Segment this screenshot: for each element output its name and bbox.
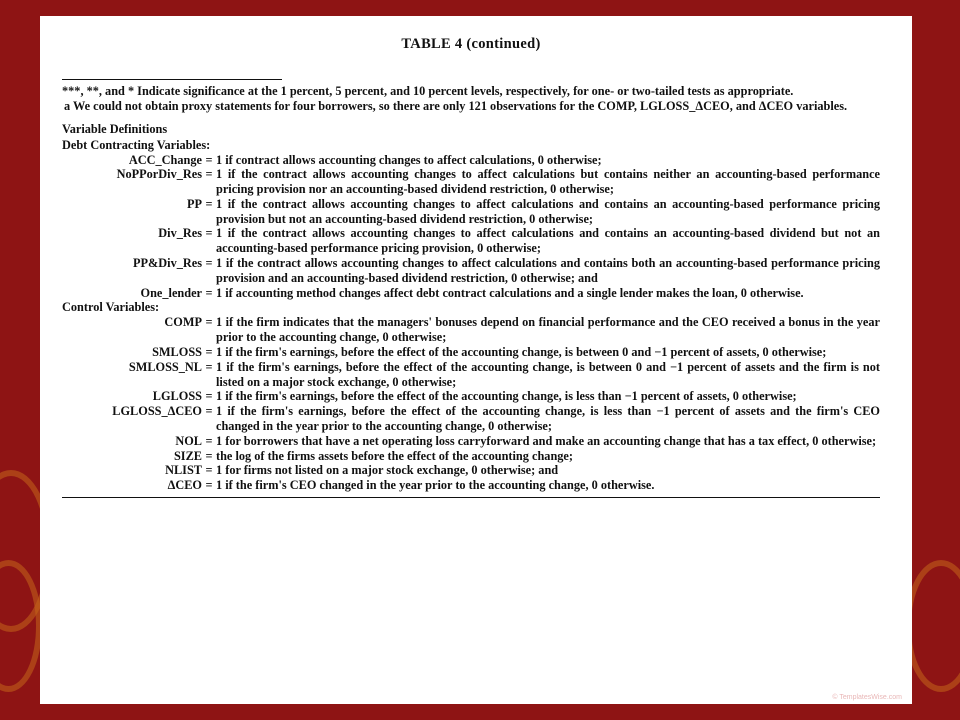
watermark: © TemplatesWise.com xyxy=(832,694,902,701)
variable-term: SIZE xyxy=(173,448,202,463)
equals-sign: = xyxy=(205,433,213,448)
equals-sign: = xyxy=(205,463,213,478)
document-panel xyxy=(40,16,912,704)
variable-term: LGLOSS_ΔCEO xyxy=(112,404,202,419)
table-rule xyxy=(62,79,282,80)
control-variables-heading: Control Variables: xyxy=(62,300,160,315)
variable-term: LGLOSS xyxy=(152,389,202,404)
variable-term: COMP xyxy=(164,315,202,330)
table-bottom-rule xyxy=(62,497,880,498)
equals-sign: = xyxy=(205,389,213,404)
variable-term: PP xyxy=(186,196,202,211)
equals-sign: = xyxy=(205,226,213,241)
significance-note: ***, **, and * Indicate significance at the 1 percent, 5 percent, and 10 percent levels, respectively, for one- or two-tailed tests as appropriate. xyxy=(62,84,794,98)
variable-term: NOL xyxy=(175,433,202,448)
equals-sign: = xyxy=(205,448,213,463)
table-title: TABLE 4 (continued) xyxy=(401,36,541,52)
variable-term: ΔCEO xyxy=(167,478,202,493)
variable-term: NLIST xyxy=(165,463,202,478)
variable-definition: 1 for borrowers that have a net operating loss carryforward and make an accounting change that has a tax effect, 0 otherwise; xyxy=(216,433,877,448)
definition-row xyxy=(62,389,880,404)
variable-term: PP&Div_Res xyxy=(133,256,202,271)
definition-row xyxy=(62,463,880,478)
equals-sign: = xyxy=(205,478,213,493)
definition-row xyxy=(62,315,880,345)
variable-definition: 1 if the contract allows accounting changes to affect calculations and contains an accounting-based dividend but not an accounting-based performance pricing provision, 0 otherwise; xyxy=(216,226,880,256)
equals-sign: = xyxy=(205,196,213,211)
equals-sign: = xyxy=(205,359,213,374)
section-title: Variable Definitions xyxy=(62,122,168,136)
variable-definition: 1 for firms not listed on a major stock exchange, 0 otherwise; and xyxy=(216,463,559,478)
definition-row xyxy=(62,345,880,360)
debt-variables-heading: Debt Contracting Variables: xyxy=(62,137,211,152)
variable-definition: 1 if the contract allows accounting changes to affect calculations and contains an accounting-based performance pricing provision but not an accounting-based dividend restriction, 0 otherwise; xyxy=(216,196,880,226)
equals-sign: = xyxy=(205,404,213,419)
definition-row xyxy=(62,478,880,493)
variable-definition: 1 if the firm indicates that the managers' bonuses depend on financial performance and the CEO received a bonus in the year prior to the accounting change, 0 otherwise; xyxy=(216,315,880,345)
definition-row xyxy=(62,167,880,197)
variable-definition: the log of the firms assets before the effect of the accounting change; xyxy=(216,448,573,463)
variable-definition: 1 if the contract allows accounting changes to affect calculations and contains both an accounting-based performance pricing provision and an accounting-based dividend restriction, 0 otherwise; and xyxy=(216,256,880,285)
variable-definition: 1 if the contract allows accounting changes to affect calculations but contains neither an accounting-based performance pricing provision nor an accounting-based dividend restriction, 0 otherwise; xyxy=(216,167,880,197)
definition-row xyxy=(62,434,880,449)
variable-term: NoPPorDiv_Res xyxy=(116,167,202,182)
variable-definition: 1 if accounting method changes affect debt contract calculations and a single lender makes the loan, 0 otherwise. xyxy=(216,285,804,300)
definition-row xyxy=(62,256,880,286)
definition-row xyxy=(62,360,880,390)
equals-sign: = xyxy=(205,315,213,330)
variable-term: SMLOSS xyxy=(152,345,202,360)
definition-row xyxy=(62,404,880,434)
variable-definition: 1 if the firm's earnings, before the effect of the accounting change, is less than −1 percent of assets, 0 otherwise; xyxy=(216,389,797,404)
variable-term: ACC_Change xyxy=(128,152,202,167)
equals-sign: = xyxy=(205,167,213,182)
variable-definition: 1 if the firm's earnings, before the effect of the accounting change, is between 0 and −1 percent of assets and the firm is not listed on a major stock exchange, 0 otherwise; xyxy=(216,359,880,389)
definition-row xyxy=(62,197,880,227)
definition-row xyxy=(62,153,880,168)
definition-row xyxy=(62,286,880,301)
variable-definition: 1 if the firm's earnings, before the effect of the accounting change, is less than −1 percent of assets and the firm's CEO changed in the year prior to the accounting change, 0 otherwise; xyxy=(216,404,880,434)
equals-sign: = xyxy=(205,345,213,360)
definition-row xyxy=(62,449,880,464)
background-swirl-decoration xyxy=(905,560,960,692)
equals-sign: = xyxy=(205,285,213,300)
scanned-table-page xyxy=(62,30,880,498)
variable-definition: 1 if the firm's earnings, before the effect of the accounting change, is between 0 and −1 percent of assets, 0 otherwise; xyxy=(216,345,827,360)
variable-definition: 1 if the firm's CEO changed in the year prior to the accounting change, 0 otherwise. xyxy=(216,478,655,493)
variable-term: One_lender xyxy=(140,285,202,300)
variable-definition: 1 if contract allows accounting changes to affect calculations, 0 otherwise; xyxy=(216,152,602,167)
definition-row xyxy=(62,226,880,256)
equals-sign: = xyxy=(205,256,213,271)
variable-term: Div_Res xyxy=(158,226,202,241)
variable-term: SMLOSS_NL xyxy=(128,359,202,374)
equals-sign: = xyxy=(205,152,213,167)
control-variables-list xyxy=(62,315,880,493)
footnote-a: a We could not obtain proxy statements for four borrowers, so there are only 121 observations for the COMP, LGLOSS_ΔCEO, and ΔCEO variables. xyxy=(64,99,848,113)
debt-variables-list xyxy=(62,153,880,301)
